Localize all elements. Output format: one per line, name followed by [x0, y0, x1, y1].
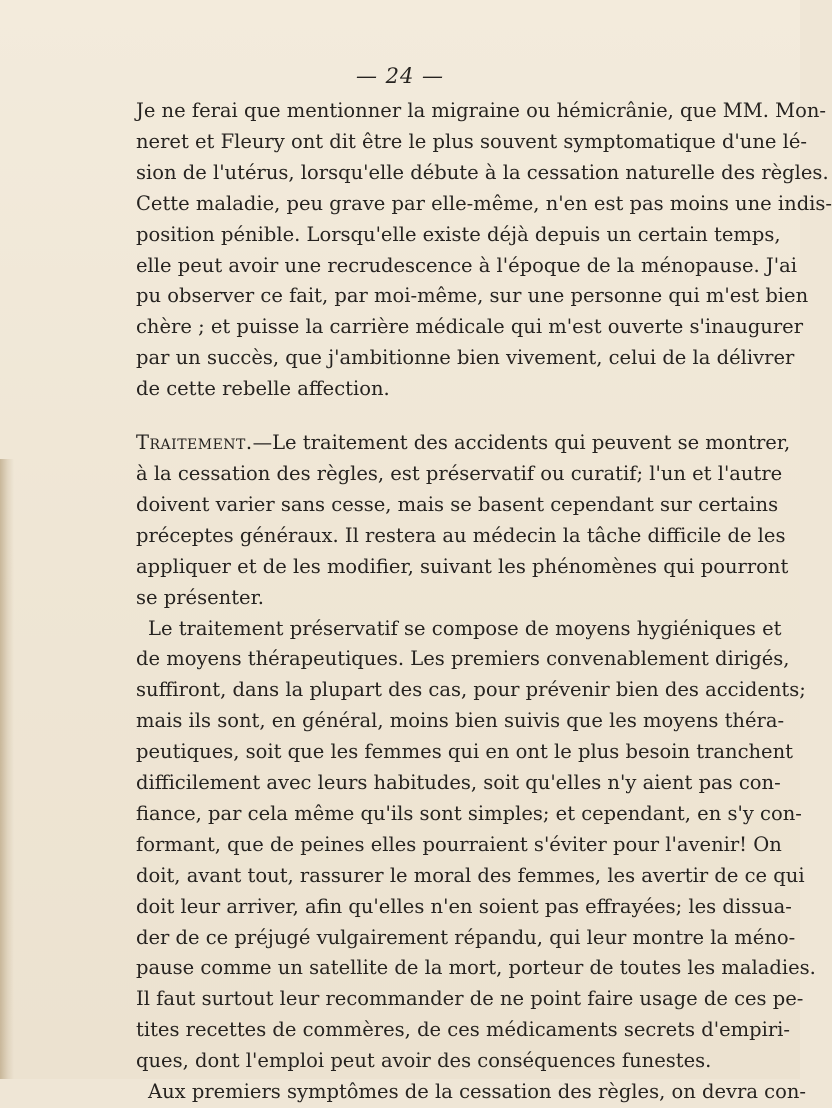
text-span: —Le traitement des accidents qui peuvent se montrer, [252, 431, 791, 455]
text-line [136, 428, 791, 459]
text-line: doit, avant tout, rassurer le moral des femmes, les avertir de ce qui [136, 863, 805, 887]
section-heading: Traitement. [136, 431, 253, 455]
text-line: Cette maladie, peu grave par elle-même, n'en est pas moins une indis- [136, 191, 832, 215]
text-line: sion de l'utérus, lorsqu'elle débute à la cessation naturelle des règles. [136, 160, 829, 184]
text-line: elle peut avoir une recrudescence à l'époque de la ménopause. J'ai [136, 253, 797, 277]
binding-shadow [0, 459, 14, 1079]
text-line: mais ils sont, en général, moins bien suivis que les moyens théra- [136, 709, 785, 733]
text-line: position pénible. Lorsqu'elle existe déjà depuis un certain temps, [136, 222, 781, 246]
text-line: peutiques, soit que les femmes qui en ont le plus besoin tranchent [136, 740, 793, 764]
text-line: doivent varier sans cesse, mais se basent cependant sur certains [136, 492, 779, 516]
text-line: difficilement avec leurs habitudes, soit qu'elles n'y aient pas con- [136, 771, 781, 795]
text-line: ques, dont l'emploi peut avoir des conséquences funestes. [136, 1049, 712, 1073]
paragraph-gap [136, 405, 758, 428]
text-line: par un succès, que j'ambitionne bien vivement, celui de la délivrer [136, 346, 795, 370]
page-number: — 24 — [355, 64, 445, 88]
text-line: tites recettes de commères, de ces médicaments secrets d'empiri- [136, 1018, 790, 1042]
text-line: Le traitement préservatif se compose de moyens hygiéniques et [148, 616, 782, 640]
text-line: à la cessation des règles, est préservatif ou curatif; l'un et l'autre [136, 461, 783, 485]
text-line: chère ; et puisse la carrière médicale qui m'est ouverte s'inaugurer [136, 315, 804, 339]
text-line: préceptes généraux. Il restera au médecin la tâche difficile de les [136, 523, 786, 547]
text-line: formant, que de peines elles pourraient s'éviter pour l'avenir! On [136, 832, 782, 856]
text-line: se présenter. [136, 585, 264, 609]
text-line: pause comme un satellite de la mort, porteur de toutes les maladies. [136, 956, 816, 980]
text-line: neret et Fleury ont dit être le plus souvent symptomatique d'une lé- [136, 129, 808, 153]
text-line: appliquer et de les modifier, suivant les phénomènes qui pourront [136, 554, 789, 578]
text-line: suffiront, dans la plupart des cas, pour prévenir bien des accidents; [136, 678, 806, 702]
text-line: pu observer ce fait, par moi-même, sur une personne qui m'est bien [136, 284, 809, 308]
text-line: de moyens thérapeutiques. Les premiers convenablement dirigés, [136, 647, 790, 671]
text-line: Il faut surtout leur recommander de ne point faire usage de ces pe- [136, 987, 804, 1011]
text-line: der de ce préjugé vulgairement répandu, qui leur montre la méno- [136, 925, 796, 949]
text-line: Aux premiers symptômes de la cessation des règles, on devra con- [148, 1080, 806, 1104]
text-line: de cette rebelle affection. [136, 377, 390, 401]
text-line: Je ne ferai que mentionner la migraine ou hémicrânie, que MM. Mon- [136, 99, 826, 122]
body-text [136, 96, 832, 1108]
text-line: doit leur arriver, afin qu'elles n'en soient pas effrayées; les dissua- [136, 894, 792, 918]
text-line: fiance, par cela même qu'ils sont simples; et cependant, en s'y con- [136, 801, 802, 825]
